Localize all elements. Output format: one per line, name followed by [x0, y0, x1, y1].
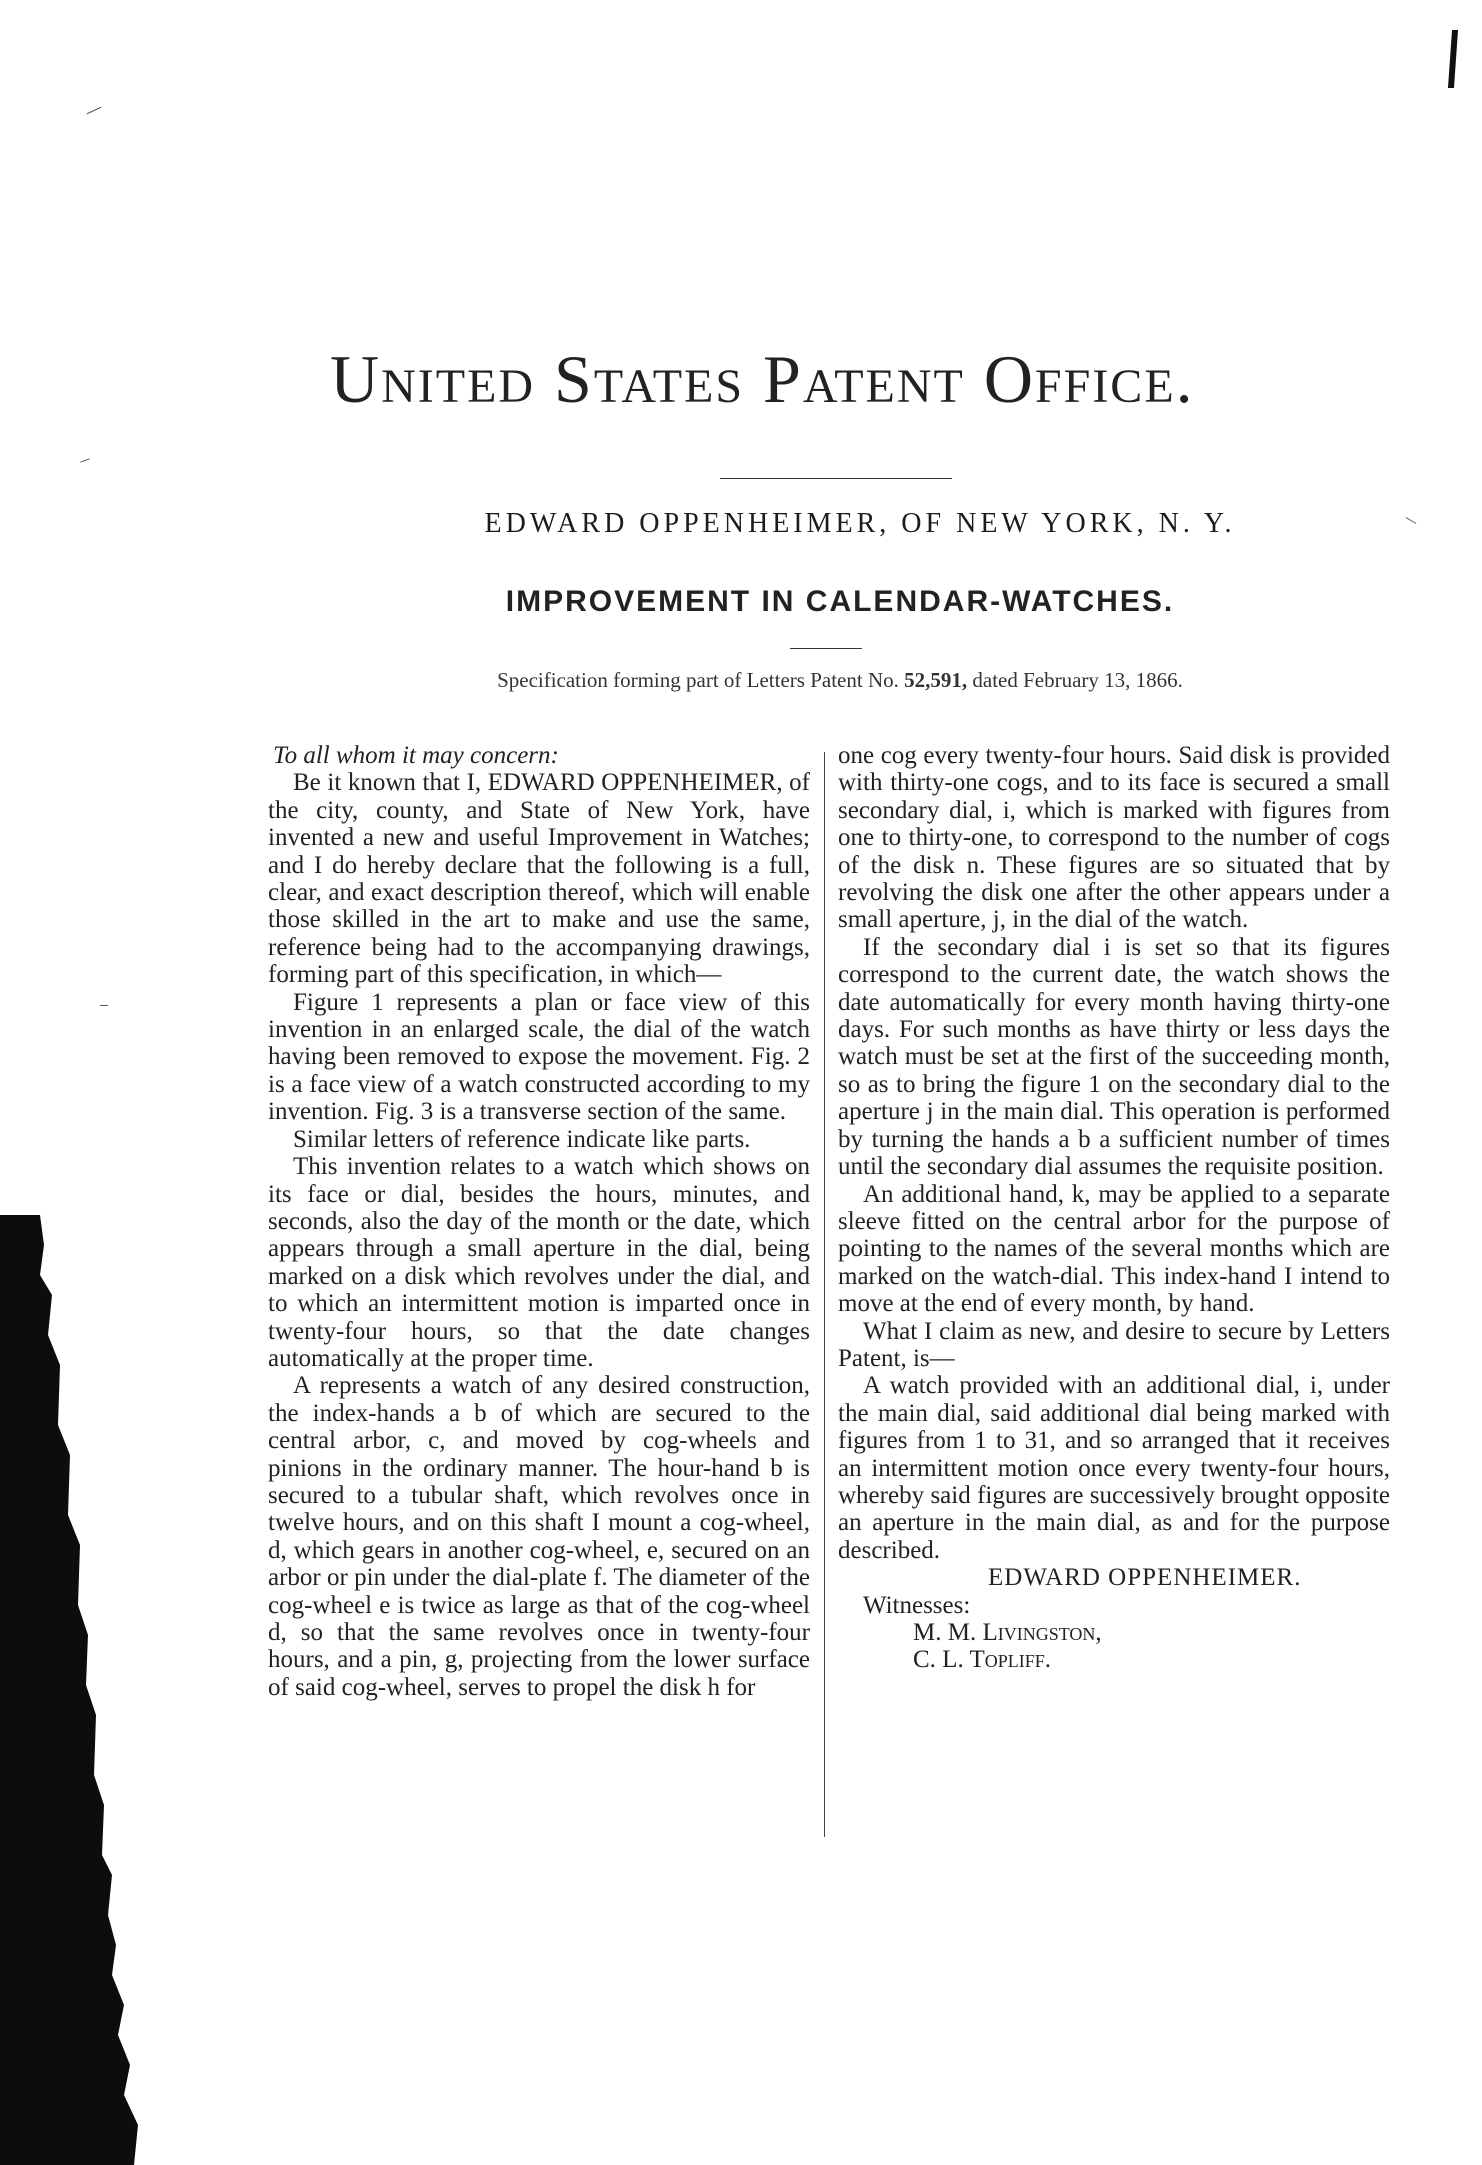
salutation: To all whom it may concern: [273, 742, 559, 769]
body-paragraph: Figure 1 represents a plan or face view of this invention in an enlarged scale, the dial of the watch having been removed to expose the movement. Fig. 2 is a face view of a watch constructed according to my invention. Fig. 3 is a transverse section of the same. [268, 988, 810, 1126]
body-paragraph: This invention relates to a watch which shows on its face or dial, besides the hours, minutes, and seconds, also the day of the month or the date, which appears through a small aperture in the dial, being marked on a disk which revolves under the dial, and to which an intermittent motion is imparted once in twenty-four hours, so that the date changes automatically at the proper time. [268, 1153, 810, 1372]
inventor-signature: EDWARD OPPENHEIMER. [988, 1564, 1302, 1592]
scan-speck [87, 107, 102, 115]
invention-title: IMPROVEMENT IN CALENDAR-WATCHES. [505, 585, 1175, 618]
subject-rule [790, 648, 862, 649]
torn-page-edge [0, 1215, 140, 2165]
scan-speck [80, 458, 90, 462]
inventor-line: EDWARD OPPENHEIMER, OF NEW YORK, N. Y. [484, 508, 1236, 539]
witnesses-label: Witnesses: [863, 1591, 971, 1619]
scan-edge-mark [1448, 30, 1458, 88]
office-title: United States Patent Office. [330, 341, 1195, 417]
body-paragraph: Be it known that I, EDWARD OPPENHEIMER, of the city, county, and State of New York, have invented a new and useful Improvement in Watches; and I do hereby declare that the following is a full, clear, and exact description thereof, which will enable those skilled in the art to make and use the same, reference being had to the accompanying drawings, forming part of this specification, in which— [268, 769, 810, 989]
claim-intro: What I claim as new, and desire to secure by Letters Patent, is— [838, 1317, 1390, 1372]
spec-prefix: Specification forming part of Letters Patent No. [497, 668, 899, 692]
body-paragraph: one cog every twenty-four hours. Said disk is provided with thirty-one cogs, and to its face is secured a small secondary dial, i, which is marked with figures from one to thirty-one, to correspond to the number of cogs of the disk n. These figures are so situated that by revolving the disk one after the other appears under a small aperture, j, in the dial of the watch. [838, 742, 1390, 934]
specification-line [380, 668, 1300, 693]
witness-name: C. L. Topliff. [913, 1646, 1052, 1674]
patent-number: 52,591, [904, 668, 968, 692]
body-paragraph: If the secondary dial i is set so that its figures correspond to the current date, the watch shows the date automatically for every month having thirty-one days. For such months as have thirty or less days the watch must be set at the first of the succeeding month, so as to bring the figure 1 on the secondary dial to the aperture j in the main dial. This operation is performed by turning the hands a b a sufficient number of times until the secondary dial assumes the requisite position. [838, 933, 1390, 1181]
witness-name: M. M. Livingston, [913, 1619, 1102, 1646]
patent-date: dated February 13, 1866. [972, 668, 1183, 692]
header-rule [720, 478, 952, 479]
claim-text: A watch provided with an additional dial, i, under the main dial, said additional dial being marked with figures from 1 to 31, and so arranged that it receives an intermittent motion once every twenty-four hours, whereby said figures are successively brought opposite an aperture in the main dial, as and for the purpose described. [838, 1372, 1390, 1564]
left-column [268, 742, 810, 1701]
scan-speck [100, 1005, 108, 1006]
right-column [838, 742, 1390, 1674]
body-paragraph: An additional hand, k, may be applied to a separate sleeve fitted on the central arbor for the purpose of pointing to the names of the several months which are marked on the watch-dial. This index-hand I intend to move at the end of every month, by hand. [838, 1180, 1390, 1318]
body-paragraph: A represents a watch of any desired construction, the index-hands a b of which are secured to the central arbor, c, and moved by cog-wheels and pinions in the ordinary manner. The hour-hand b is secured to a tubular shaft, which revolves once in twelve hours, and on this shaft I mount a cog-wheel, d, which gears in another cog-wheel, e, secured on an arbor or pin under the dial-plate f. The diameter of the cog-wheel e is twice as large as that of the cog-wheel d, so that the same revolves once in twenty-four hours, and a pin, g, projecting from the lower surface of said cog-wheel, serves to propel the disk h for [268, 1372, 810, 1701]
column-divider [824, 752, 825, 1837]
scan-speck [1406, 517, 1417, 524]
body-paragraph: Similar letters of reference indicate like parts. [293, 1125, 751, 1153]
